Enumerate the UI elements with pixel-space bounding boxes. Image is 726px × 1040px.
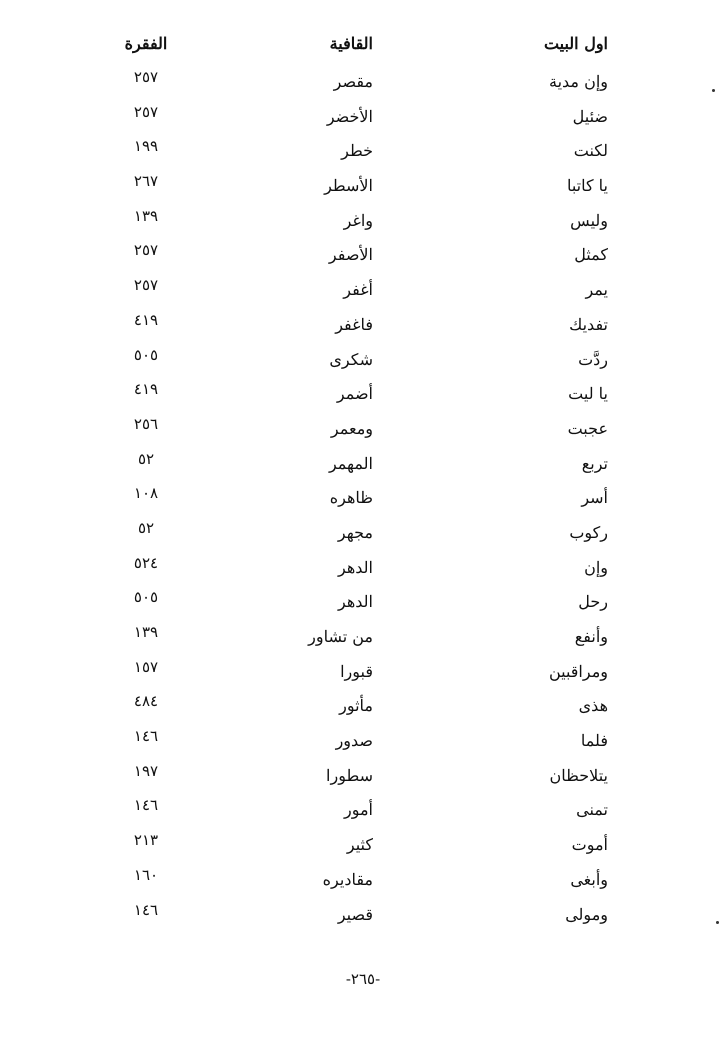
rhyme-cell: الأصفر (328, 245, 373, 265)
table-row (0, 103, 726, 138)
paragraph-cell: ١٩٩ (133, 137, 159, 156)
table-row (0, 727, 726, 762)
rhyme-cell: قصير (337, 904, 373, 924)
first-verse-cell: ومراقبين (548, 661, 608, 681)
paragraph-cell: ١٤٦ (133, 900, 159, 919)
paragraph-cell: ١٣٩ (133, 623, 159, 641)
first-verse-cell: وأبغى (570, 869, 608, 889)
table-row (0, 172, 726, 207)
first-verse-cell: يمر (585, 280, 608, 300)
table-row (0, 241, 726, 276)
paragraph-cell: ٤١٩ (133, 310, 159, 329)
first-verse-cell: أموت (571, 835, 608, 855)
paragraph-cell: ١٠٨ (133, 484, 159, 503)
rhyme-cell: مقاديره (322, 869, 373, 889)
first-verse-cell: ردَّت (578, 349, 608, 369)
paragraph-cell: ٥٢ (137, 449, 155, 468)
page-number: -٢٦٥- (345, 970, 381, 988)
paragraph-cell: ٥٢٤ (133, 553, 159, 572)
scan-speck (716, 921, 719, 924)
table-row (0, 276, 726, 311)
first-verse-cell: تمنى (576, 800, 608, 820)
first-verse-cell: هذى (578, 696, 608, 716)
first-verse-cell: يتلاحظان (549, 765, 608, 785)
paragraph-cell: ١٩٧ (133, 761, 159, 780)
first-verse-cell: وإن مدية (548, 72, 608, 91)
table-header (0, 34, 726, 64)
rhyme-cell: مقصر (333, 72, 373, 91)
rhyme-cell: سطورا (326, 765, 373, 785)
table-row (0, 554, 726, 589)
paragraph-cell: ٥٢ (137, 518, 155, 537)
table-row (0, 588, 726, 623)
first-verse-cell: يا ليت (568, 384, 608, 404)
paragraph-cell: ٢٥٧ (133, 102, 159, 121)
first-verse-cell: وأنفع (574, 627, 608, 646)
rhyme-cell: صدور (335, 731, 373, 751)
first-verse-cell: تربع (581, 453, 608, 473)
paragraph-cell: ٢٥٧ (133, 276, 159, 295)
first-verse-cell: ركوب (569, 522, 608, 542)
rhyme-cell: ظاهره (329, 488, 373, 508)
first-verse-cell: كمثل (574, 245, 608, 265)
first-verse-cell: ضئيل (572, 106, 608, 126)
first-verse-cell: وليس (570, 210, 608, 230)
table-row (0, 692, 726, 727)
table-row (0, 415, 726, 450)
rhyme-cell: أضمر (336, 384, 373, 404)
first-verse-cell: عجبت (567, 418, 608, 438)
table-row (0, 207, 726, 242)
table-row (0, 901, 726, 936)
rhyme-cell: الدهر (338, 592, 373, 612)
paragraph-cell: ٢١٣ (133, 831, 159, 850)
header-paragraph: الفقرة (124, 34, 168, 53)
table-row (0, 796, 726, 831)
rhyme-cell: الدهر (338, 557, 373, 577)
table-row (0, 866, 726, 901)
paragraph-cell: ٥٠٥ (133, 588, 159, 607)
paragraph-cell: ٢٥٦ (133, 414, 159, 433)
table-row (0, 623, 726, 658)
rhyme-cell: واغر (343, 210, 373, 230)
table-row (0, 831, 726, 866)
rhyme-cell: ومعمر (330, 418, 373, 438)
first-verse-cell: ومولى (565, 904, 608, 924)
first-verse-cell: أسر (581, 488, 608, 508)
table-row (0, 762, 726, 797)
rhyme-cell: أغفر (343, 280, 373, 300)
paragraph-cell: ٢٥٧ (133, 68, 159, 86)
paragraph-cell: ٤٨٤ (133, 692, 159, 711)
scan-speck (712, 89, 715, 92)
rhyme-cell: شكرى (329, 349, 373, 369)
rhyme-cell: أمور (343, 800, 373, 820)
first-verse-cell: يا كاتبا (566, 176, 608, 196)
table-row (0, 519, 726, 554)
rhyme-cell: كثير (346, 835, 373, 855)
table-row (0, 380, 726, 415)
paragraph-cell: ١٣٩ (133, 206, 159, 225)
paragraph-cell: ١٤٦ (133, 796, 159, 815)
paragraph-cell: ٥٠٥ (133, 345, 159, 364)
verse-index-table (0, 68, 726, 935)
paragraph-cell: ٢٥٧ (133, 241, 159, 260)
table-row (0, 137, 726, 172)
table-row (0, 658, 726, 693)
first-verse-cell: وإن (584, 557, 608, 577)
paragraph-cell: ١٤٦ (133, 727, 159, 746)
rhyme-cell: المهمر (328, 453, 373, 473)
header-first-verse: اول البيت (543, 34, 608, 53)
rhyme-cell: الأسطر (324, 176, 373, 196)
table-row (0, 450, 726, 485)
rhyme-cell: الأخضر (326, 106, 373, 126)
table-row (0, 68, 726, 103)
rhyme-cell: فاغفر (335, 314, 373, 334)
rhyme-cell: خطر (341, 141, 373, 161)
first-verse-cell: رحل (578, 592, 608, 612)
first-verse-cell: لكنت (573, 141, 608, 161)
paragraph-cell: ١٥٧ (133, 657, 159, 676)
paragraph-cell: ١٦٠ (133, 865, 159, 884)
first-verse-cell: تفديك (569, 314, 608, 334)
table-row (0, 484, 726, 519)
header-rhyme: القافية (329, 34, 373, 53)
table-row (0, 311, 726, 346)
paragraph-cell: ٤١٩ (133, 380, 159, 399)
rhyme-cell: قبورا (340, 661, 373, 681)
rhyme-cell: مأثور (339, 696, 373, 716)
rhyme-cell: مجهر (337, 522, 373, 542)
first-verse-cell: فلما (580, 731, 608, 751)
paragraph-cell: ٢٦٧ (133, 172, 159, 191)
table-row (0, 346, 726, 381)
rhyme-cell: من تشاور (308, 627, 373, 646)
